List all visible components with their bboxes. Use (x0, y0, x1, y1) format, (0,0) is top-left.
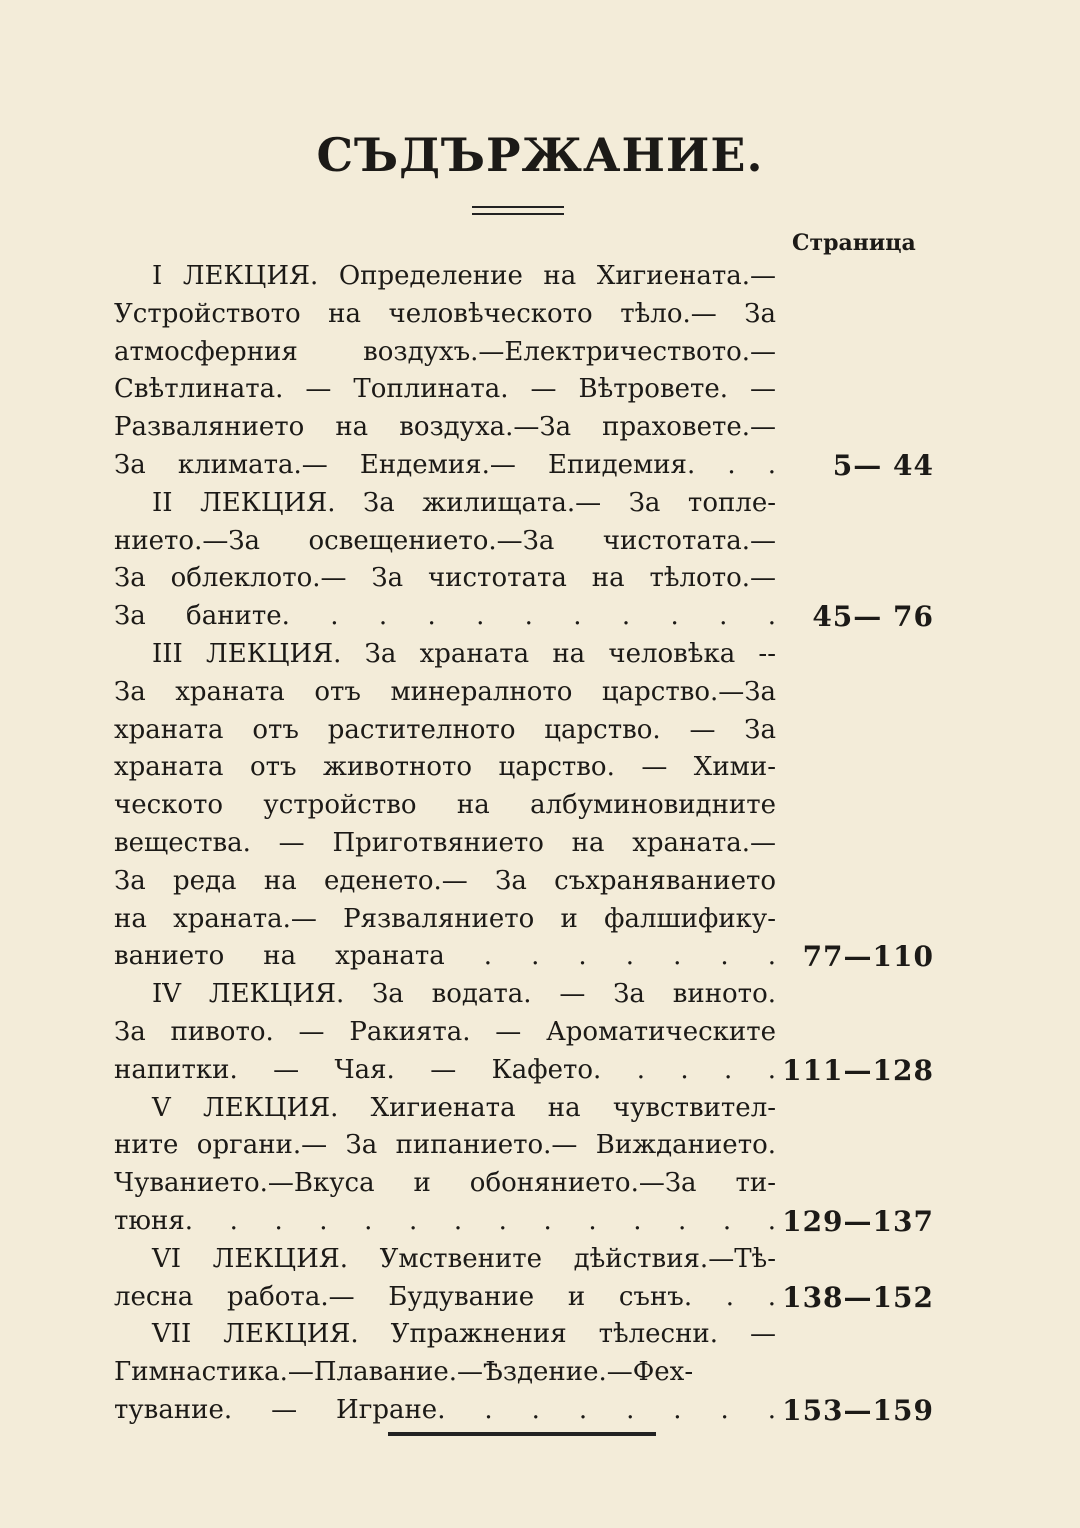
toc-line: напитки. — Чая. — Кафето. . . . . (114, 1055, 776, 1085)
toc-line: VI ЛЕКЦИЯ. Умствените дѣйствия.—Тѣ- (152, 1244, 776, 1274)
toc-line: Развалянието на воздуха.—За праховете.— (114, 412, 776, 442)
toc-line: тувание. — Игране. . . . . . . . (114, 1395, 776, 1425)
toc-line: ванието на храната . . . . . . . (114, 941, 776, 971)
toc-page-range: 138—152 (782, 1281, 934, 1314)
toc-page-range: 5— 44 (832, 449, 934, 482)
toc-line: на храната.— Рязвалянието и фалшифику- (114, 904, 776, 934)
toc-line: атмосферния воздухъ.—Електричеството.— (114, 337, 776, 367)
toc-line: За баните. . . . . . . . . . . (114, 601, 776, 631)
page-title: СЪДЪРЖАНИЕ. (316, 128, 764, 182)
toc-line: ните органи.— За пипанието.— Вижданието. (114, 1130, 776, 1160)
toc-line: За климата.— Ендемия.— Епидемия. . . (114, 450, 776, 480)
toc-line: Чуванието.—Вкуса и обонянието.—За ти- (114, 1168, 776, 1198)
toc-line: Свѣтлината. — Топлината. — Вѣтровете. — (114, 374, 776, 404)
toc-line: храната отъ растителното царство. — За (114, 715, 776, 745)
toc-page-range: 111—128 (782, 1054, 934, 1087)
toc-line: За облеклото.— За чистотата на тѣлото.— (114, 563, 776, 593)
toc-line: За пивото. — Ракията. — Ароматическите (114, 1017, 776, 1047)
toc-line: V ЛЕКЦИЯ. Хигиената на чувствител- (152, 1093, 776, 1123)
toc-page-range: 45— 76 (812, 600, 934, 633)
toc-page-range: 129—137 (782, 1205, 934, 1238)
toc-line: За храната отъ минералното царство.—За (114, 677, 776, 707)
toc-page-range: 153—159 (782, 1394, 934, 1427)
toc-line: II ЛЕКЦИЯ. За жилищата.— За топле- (152, 488, 776, 518)
toc-line: I ЛЕКЦИЯ. Определение на Хигиената.— (152, 261, 776, 291)
toc-line: ческото устройство на албуминовидните (114, 790, 776, 820)
toc-line: храната отъ животното царство. — Хими- (114, 752, 776, 782)
toc-line: вещества. — Приготвянието на храната.— (114, 828, 776, 858)
toc-line: лесна работа.— Будувание и сънъ. . . (114, 1282, 776, 1312)
toc-line: IV ЛЕКЦИЯ. За водата. — За виното. (152, 979, 776, 1009)
toc-line: За реда на еденето.— За съхраняванието (114, 866, 776, 896)
toc-line: Устройството на человѣческото тѣло.— За (114, 299, 776, 329)
toc-line: VII ЛЕКЦИЯ. Упражнения тѣлесни. — (152, 1319, 776, 1349)
toc-line: Гимнастика.—Плавание.—Ѣздение.—Фех- (114, 1357, 694, 1387)
toc-line: тюня. . . . . . . . . . . . . . (114, 1206, 776, 1236)
pages-column-label: Страница (792, 230, 916, 256)
bottom-rule (388, 1432, 656, 1436)
toc-line: нието.—За освещението.—За чистотата.— (114, 526, 776, 556)
toc-page-range: 77—110 (802, 940, 934, 973)
title-double-rule (472, 206, 564, 215)
toc-line: III ЛЕКЦИЯ. За храната на человѣка -- (152, 639, 776, 669)
